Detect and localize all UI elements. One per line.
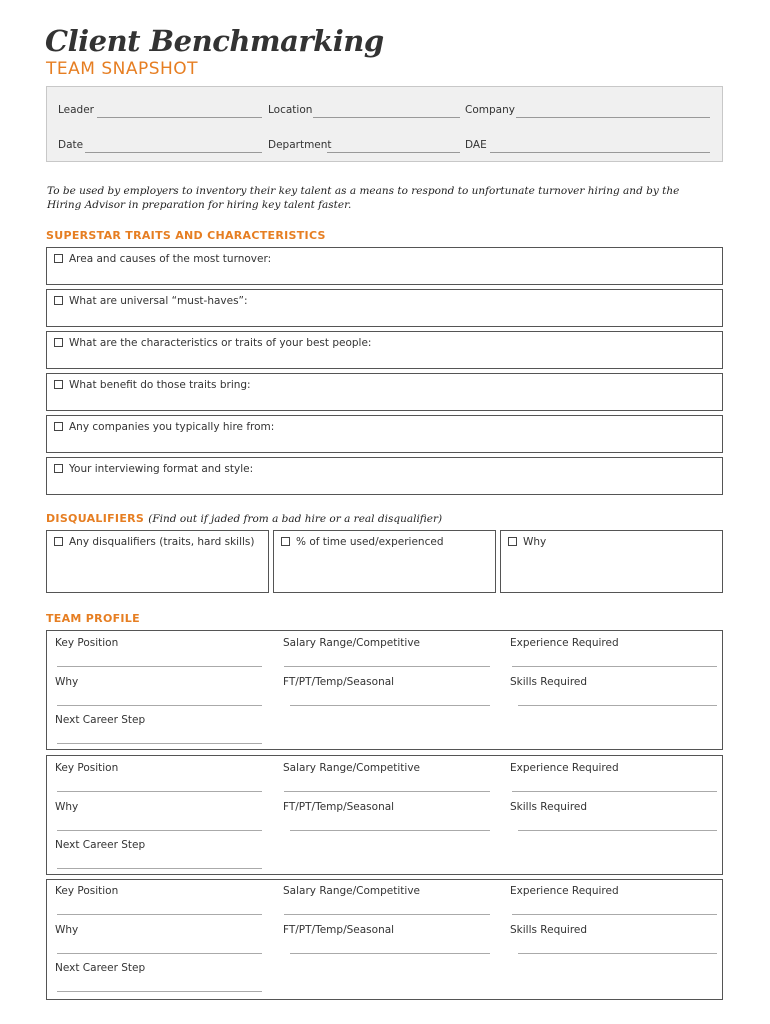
key-position-field[interactable] — [57, 914, 262, 915]
question-box[interactable] — [46, 331, 723, 369]
ft-pt-field[interactable] — [290, 830, 490, 831]
experience-required-label: Experience Required — [510, 637, 619, 649]
checkbox[interactable] — [54, 296, 63, 305]
skills-required-field[interactable] — [518, 830, 717, 831]
salary-range-field[interactable] — [284, 666, 490, 667]
skills-required-label: Skills Required — [510, 801, 588, 813]
disqualifier-box[interactable] — [500, 530, 723, 593]
question-box[interactable] — [46, 457, 723, 495]
skills-required-label: Skills Required — [510, 924, 588, 936]
key-position-label: Key Position — [55, 885, 119, 897]
disqualifier-label: Any disqualifiers (traits, hard skills) — [69, 536, 255, 548]
date-field[interactable] — [85, 152, 262, 153]
checkbox[interactable] — [54, 254, 63, 263]
checkbox[interactable] — [508, 537, 517, 546]
checkbox[interactable] — [54, 380, 63, 389]
experience-required-label: Experience Required — [510, 762, 619, 774]
why-field[interactable] — [57, 830, 262, 831]
team-profile-heading: TEAM PROFILE — [46, 612, 140, 625]
leader-field[interactable] — [97, 117, 262, 118]
checkbox[interactable] — [54, 338, 63, 347]
leader-label: Leader — [58, 104, 95, 116]
disqualifiers-note: (Find out if jaded from a bad hire or a real disqualifier) — [148, 513, 443, 525]
date-label: Date — [58, 139, 84, 151]
why-field[interactable] — [57, 705, 262, 706]
ft-pt-label: FT/PT/Temp/Seasonal — [283, 924, 395, 936]
salary-range-field[interactable] — [284, 914, 490, 915]
salary-range-label: Salary Range/Competitive — [283, 885, 420, 897]
question-label: What are universal “must-haves”: — [69, 295, 248, 307]
next-career-step-field[interactable] — [57, 868, 262, 869]
question-box[interactable] — [46, 373, 723, 411]
key-position-field[interactable] — [57, 791, 262, 792]
department-label: Department — [268, 139, 332, 151]
intro-text: To be used by employers to inventory their key talent as a means to respond to unfortunate turnover hiring and by the Hiring Advisor in preparation for hiring key talent faster. — [47, 185, 680, 211]
superstar-heading: SUPERSTAR TRAITS AND CHARACTERISTICS — [46, 229, 326, 242]
salary-range-label: Salary Range/Competitive — [283, 762, 420, 774]
question-label: Any companies you typically hire from: — [69, 421, 275, 433]
question-box[interactable] — [46, 415, 723, 453]
ft-pt-field[interactable] — [290, 953, 490, 954]
info-box — [46, 86, 723, 162]
checkbox[interactable] — [281, 537, 290, 546]
key-position-label: Key Position — [55, 637, 119, 649]
salary-range-field[interactable] — [284, 791, 490, 792]
next-career-step-label: Next Career Step — [55, 962, 146, 974]
experience-required-field[interactable] — [512, 914, 717, 915]
company-field[interactable] — [516, 117, 710, 118]
key-position-field[interactable] — [57, 666, 262, 667]
page-subtitle: TEAM SNAPSHOT — [46, 59, 199, 79]
ft-pt-field[interactable] — [290, 705, 490, 706]
location-label: Location — [268, 104, 313, 116]
question-box[interactable] — [46, 289, 723, 327]
why-label: Why — [55, 676, 79, 688]
page-title: Client Benchmarking — [45, 24, 384, 58]
company-label: Company — [465, 104, 515, 116]
next-career-step-field[interactable] — [57, 991, 262, 992]
experience-required-label: Experience Required — [510, 885, 619, 897]
skills-required-field[interactable] — [518, 953, 717, 954]
checkbox[interactable] — [54, 464, 63, 473]
disqualifiers-heading: DISQUALIFIERS (Find out if jaded from a bad hire or a real disqualifier) — [46, 512, 443, 525]
salary-range-label: Salary Range/Competitive — [283, 637, 420, 649]
profile-box — [46, 630, 723, 750]
why-field[interactable] — [57, 953, 262, 954]
checkbox[interactable] — [54, 422, 63, 431]
why-label: Why — [55, 924, 79, 936]
ft-pt-label: FT/PT/Temp/Seasonal — [283, 801, 395, 813]
next-career-step-label: Next Career Step — [55, 714, 146, 726]
disqualifier-box[interactable] — [273, 530, 496, 593]
experience-required-field[interactable] — [512, 666, 717, 667]
next-career-step-label: Next Career Step — [55, 839, 146, 851]
location-field[interactable] — [313, 117, 460, 118]
question-label: What benefit do those traits bring: — [69, 379, 251, 391]
disqualifier-box[interactable] — [46, 530, 269, 593]
question-label: Your interviewing format and style: — [69, 463, 254, 475]
question-box[interactable] — [46, 247, 723, 285]
disqualifier-label: Why — [523, 536, 547, 548]
experience-required-field[interactable] — [512, 791, 717, 792]
skills-required-field[interactable] — [518, 705, 717, 706]
ft-pt-label: FT/PT/Temp/Seasonal — [283, 676, 395, 688]
question-label: Area and causes of the most turnover: — [69, 253, 272, 265]
disqualifier-label: % of time used/experienced — [296, 536, 444, 548]
question-label: What are the characteristics or traits of your best people: — [69, 337, 372, 349]
dae-label: DAE — [465, 139, 487, 151]
why-label: Why — [55, 801, 79, 813]
dae-field[interactable] — [490, 152, 710, 153]
next-career-step-field[interactable] — [57, 743, 262, 744]
skills-required-label: Skills Required — [510, 676, 588, 688]
profile-box — [46, 879, 723, 1000]
department-field[interactable] — [327, 152, 460, 153]
checkbox[interactable] — [54, 537, 63, 546]
profile-box — [46, 755, 723, 875]
key-position-label: Key Position — [55, 762, 119, 774]
